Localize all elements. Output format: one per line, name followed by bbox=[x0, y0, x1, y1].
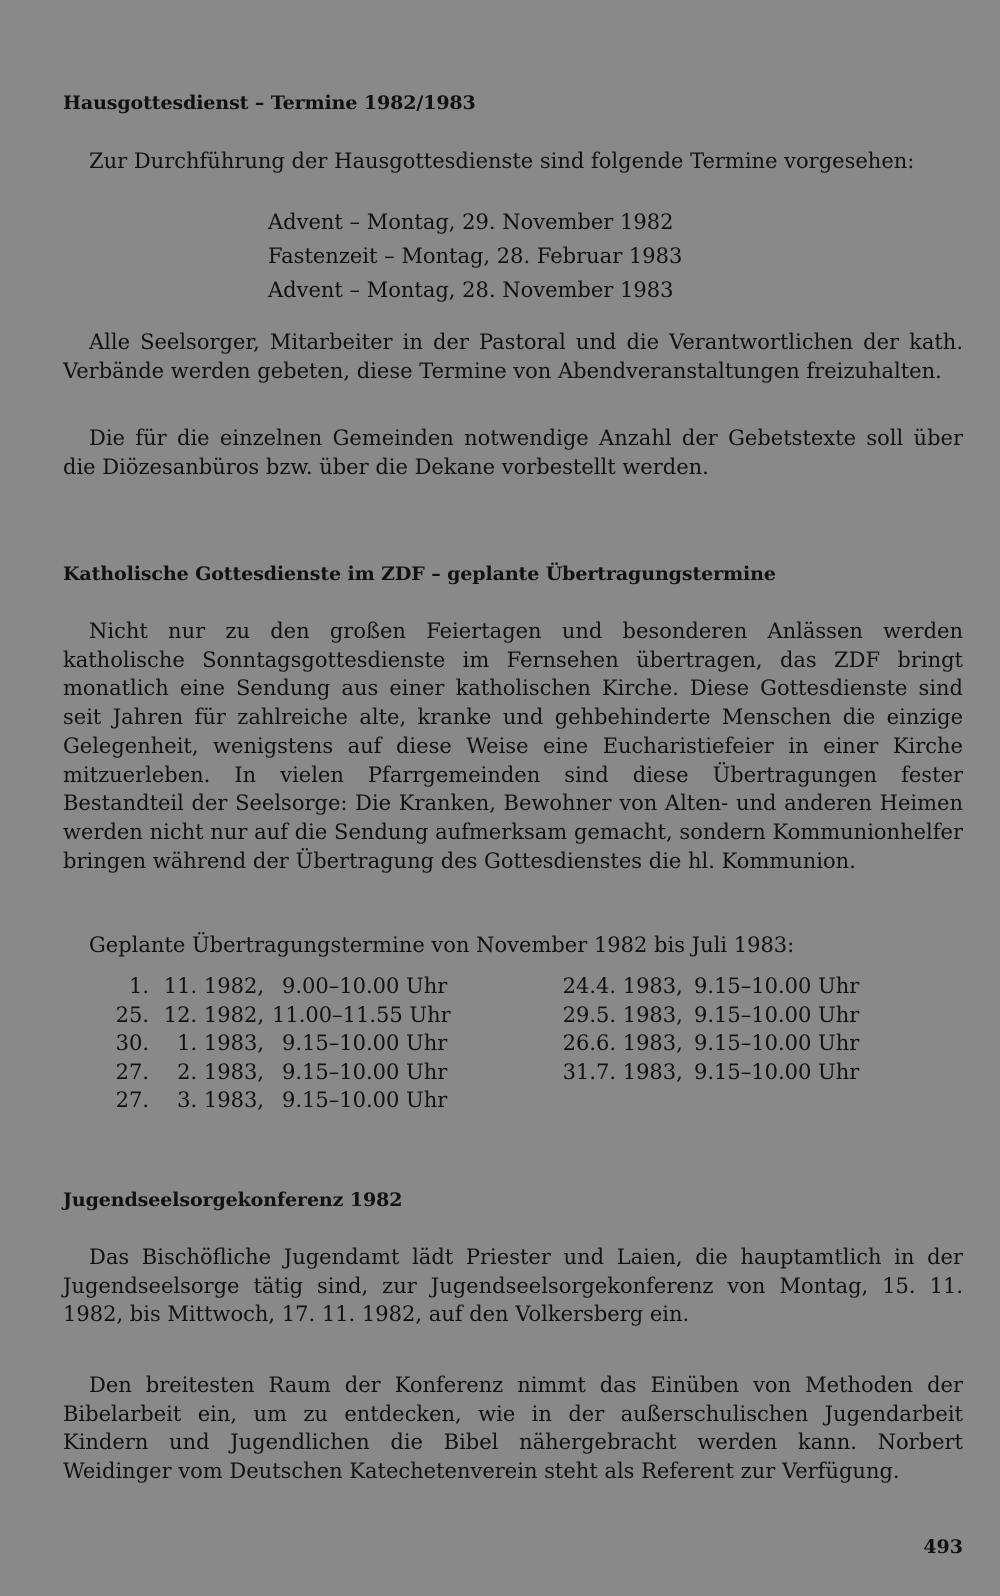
schedule-row: 27. 2. 1983, 9.15–10.00 Uhr bbox=[115, 1059, 448, 1084]
schedule-row: 31. 7. 1983, 9.15–10.00 Uhr bbox=[562, 1059, 860, 1084]
section-title-zdf: Katholische Gottesdienste im ZDF – geplante Übertragungstermine bbox=[63, 563, 776, 585]
section-title-jugendseelsorge: Jugendseelsorgekonferenz 1982 bbox=[63, 1189, 403, 1211]
paragraph-intro: Zur Durchführung der Hausgottesdienste sind folgende Termine vorgesehen: bbox=[89, 149, 915, 173]
schedule-intro: Geplante Übertragungstermine von November 1982 bis Juli 1983: bbox=[89, 933, 795, 957]
schedule-row: 27. 3. 1983, 9.15–10.00 Uhr bbox=[115, 1088, 448, 1112]
date-item: Advent – Montag, 29. November 1982 bbox=[268, 210, 674, 234]
paragraph-request: Alle Seelsorger, Mitarbeiter in der Pastoral und die Verantwortlichen der kath. Verbände werden gebeten, diese Termine von Abendveranstaltungen freizuhalten. bbox=[63, 330, 963, 383]
schedule-row: 30. 1. 1983, 9.15–10.00 Uhr bbox=[115, 1031, 448, 1055]
section-title-hausgottesdienst: Hausgottesdienst – Termine 1982/1983 bbox=[63, 92, 476, 114]
paragraph-bibelarbeit: Den breitesten Raum der Konferenz nimmt das Einüben von Methoden der Bibelarbeit ein, um zu entdecken, wie in der außerschulischen Jugendarbeit Kindern und Jugendlichen die Bibel nähergebracht werden kann. Norbert Weidinger vom Deutschen Katechetenverein steht als Referent zur Verfügung. bbox=[63, 1373, 963, 1484]
paragraph-zdf: Nicht nur zu den großen Feiertagen und besonderen Anlässen werden katholische Sonntagsgottesdienste im Fernsehen übertragen, das ZDF bringt monatlich eine Sendung aus einer katholischen Kirche. Diese Gottesdienste sind seit Jahren für zahlreiche alte, kranke und gehbehinderte Menschen die einzige Gelegenheit, wenigstens auf diese Weise eine Eucharistiefeier in einer Kirche mitzuerleben. In vielen Pfarrgemeinden sind diese Übertragungen fester Bestandteil der Seelsorge: Die Kranken, Bewohner von Alten- und anderen Heimen werden nicht nur auf die Sendung aufmerksam gemacht, sondern Kommunionhelfer bringen während der Übertragung des Gottesdienstes die hl. Kommunion. bbox=[63, 619, 963, 873]
date-item: Advent – Montag, 28. November 1983 bbox=[268, 278, 674, 302]
schedule-row: 29. 5. 1983, 9.15–10.00 Uhr bbox=[562, 1002, 860, 1027]
paragraph-order: Die für die einzelnen Gemeinden notwendige Anzahl der Gebetstexte soll über die Diözesanbüros bzw. über die Dekane vorbestellt werden. bbox=[63, 426, 963, 479]
date-item: Fastenzeit – Montag, 28. Februar 1983 bbox=[268, 244, 683, 268]
schedule-row: 24. 4. 1983, 9.15–10.00 Uhr bbox=[562, 974, 860, 998]
date-list bbox=[268, 205, 682, 307]
paragraph-konferenz: Das Bischöfliche Jugendamt lädt Priester und Laien, die hauptamtlich in der Jugendseelsorge tätig sind, zur Jugendseelsorgekonferenz von Montag, 15. 11. 1982, bis Mittwoch, 17. 11. 1982, auf den Volkersberg ein. bbox=[63, 1245, 963, 1327]
schedule-row: 1. 11. 1982, 9.00–10.00 Uhr bbox=[128, 974, 448, 998]
schedule-row: 25. 12. 1982, 11.00–11.55 Uhr bbox=[115, 1002, 451, 1027]
schedule-row: 26. 6. 1983, 9.15–10.00 Uhr bbox=[562, 1031, 860, 1055]
schedule-right-column bbox=[556, 972, 859, 1086]
schedule-left-column bbox=[63, 972, 451, 1115]
page-number: 493 bbox=[923, 1536, 963, 1558]
